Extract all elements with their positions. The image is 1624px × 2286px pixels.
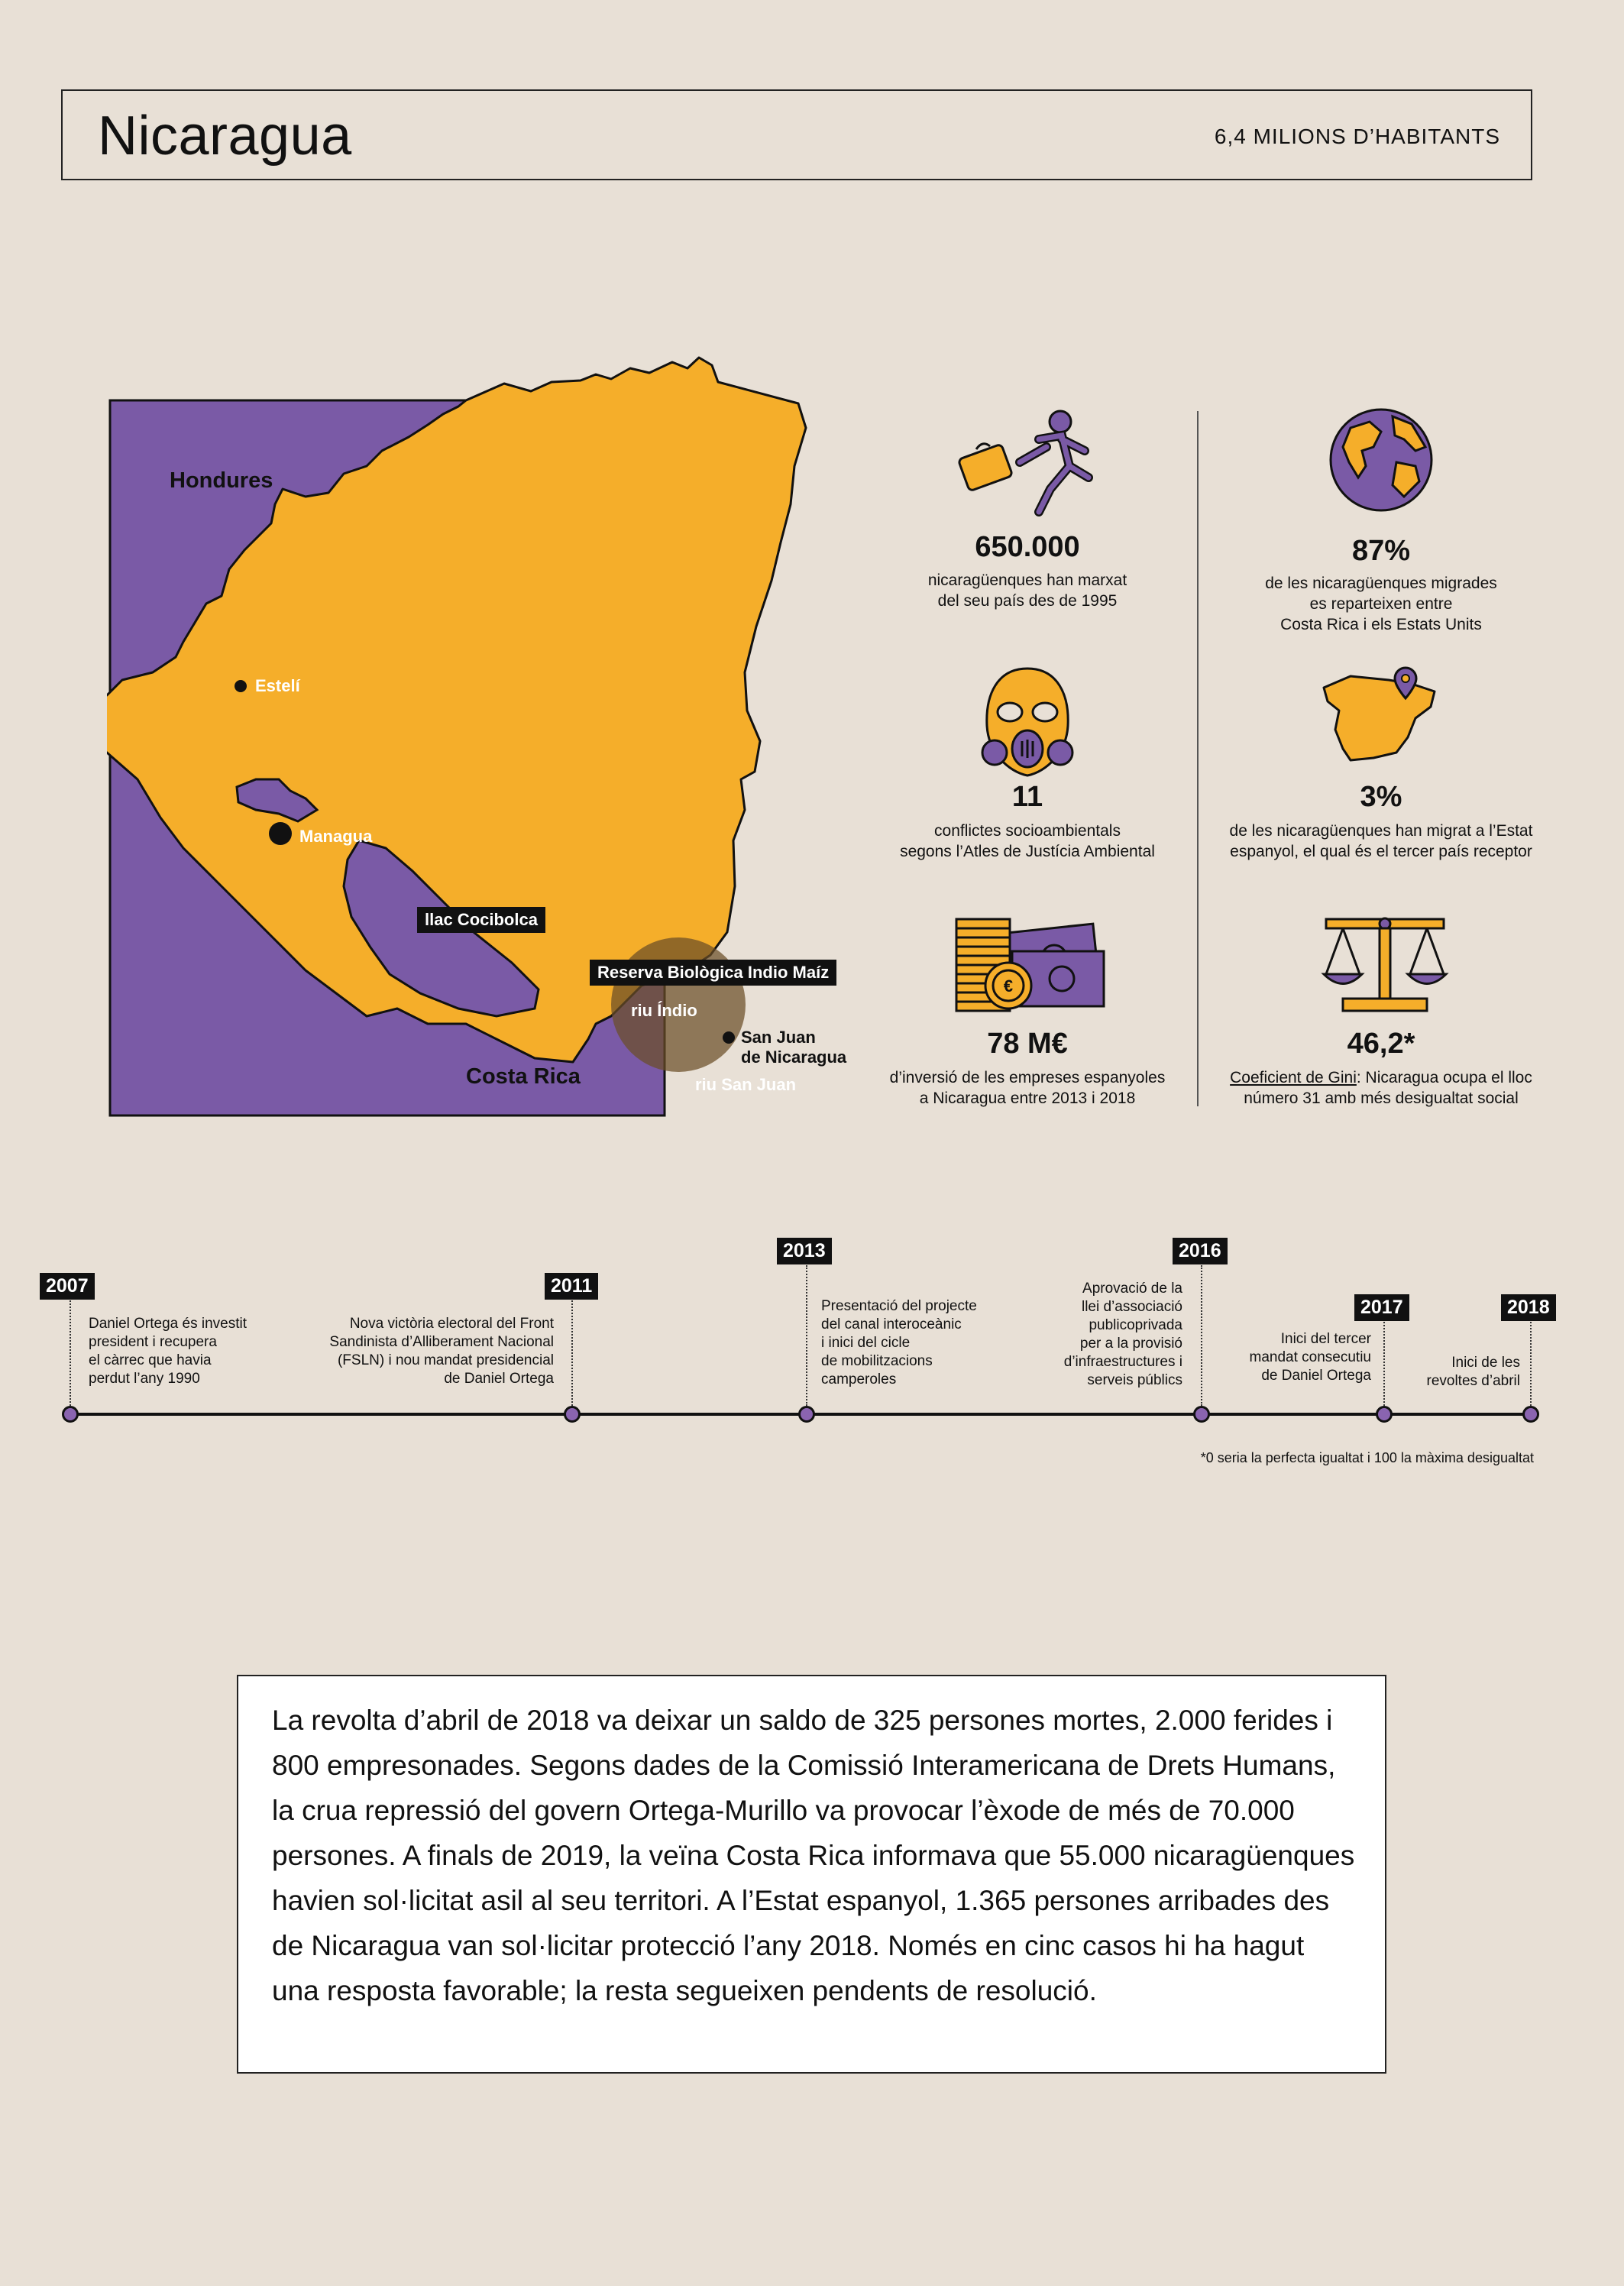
timeline-dot [564, 1406, 581, 1423]
managua-dot [269, 822, 292, 845]
stat-desc-3: Costa Rica i els Estats Units [1280, 616, 1482, 633]
timeline-text-2013: Presentació del projecte del canal interoceànic i inici del cicle de mobilitzacions camperoles [821, 1298, 977, 1387]
stat-value: 78 M€ [987, 1028, 1068, 1060]
timeline-dot [62, 1406, 79, 1423]
timeline-stem [806, 1265, 807, 1406]
timeline-text-2018: Inici de les revoltes d’abril [1426, 1355, 1520, 1389]
timeline-text-2017: Inici del tercer mandat consecutiu de Daniel Ortega [1249, 1331, 1371, 1384]
stat-desc-2: número 31 amb més desigualtat social [1244, 1090, 1519, 1107]
stat-value: 11 [1011, 781, 1043, 813]
timeline-text-2011: Nova victòria electoral del Front Sandinista d’Alliberament Nacional (FSLN) i nou mandat presidencial de Daniel Ortega [329, 1316, 554, 1387]
timeline-dot [1376, 1406, 1393, 1423]
stat-value: 650.000 [975, 531, 1080, 563]
footnote: *0 seria la perfecta igualtat i 100 la màxima desigualtat [1200, 1450, 1534, 1465]
runner-icon [955, 405, 1100, 520]
stat-desc-1: d’inversió de les empreses espanyoles [889, 1069, 1166, 1086]
stat-desc-2: segons l’Atles de Justícia Ambiental [900, 843, 1155, 860]
timeline-dot [1193, 1406, 1210, 1423]
managua-label: Managua [299, 827, 373, 846]
scale-icon [1320, 913, 1450, 1016]
stat-desc-1: de les nicaragüenques han migrat a l’Estat [1229, 822, 1533, 840]
stats-divider [1197, 411, 1199, 1106]
reserve-tag: Reserva Biològica Indio Maíz [590, 960, 836, 986]
stat-desc-1: nicaragüenques han marxat [927, 572, 1127, 589]
costa-rica-label: Costa Rica [466, 1064, 581, 1089]
timeline-stem [70, 1300, 71, 1406]
stat-desc-1: conflictes socioambientals [934, 822, 1121, 840]
timeline-stem [1383, 1322, 1385, 1406]
stat-value: 87% [1351, 535, 1411, 567]
stat-desc-2: espanyol, el qual és el tercer país receptor [1230, 843, 1532, 860]
header-box [61, 89, 1532, 180]
timeline-stem [1530, 1322, 1532, 1406]
stat-desc-1: de les nicaragüenques migrades [1265, 575, 1497, 592]
gas-mask-icon [978, 665, 1077, 779]
timeline-dot [798, 1406, 815, 1423]
svg-text:€: € [1003, 976, 1014, 996]
summary-paragraph: La revolta d’abril de 2018 va deixar un saldo de 325 persones mortes, 2.000 ferides i 800 empresonades. Segons dades de la Comissió Interamericana de Drets Humans, la crua repressió del govern Ortega-Murillo va provocar l’èxode de més de 70.000 persones. A finals de 2019, la veïna Costa Rica informava que 55.000 nicaragüenques havien sol·licitat asil al seu territori. A l’Estat espanyol, 1.365 persones arribades des de Nicaragua van sol·licitar protecció l’any 2018. Només en cinc casos hi ha hagut una resposta favorable; la resta segueixen pendents de resolució. [272, 1705, 1355, 2006]
esteli-label: Estelí [255, 676, 300, 695]
timeline-year-2017: 2017 [1354, 1294, 1409, 1321]
timeline-year-2018: 2018 [1501, 1294, 1556, 1321]
riu-indio-label: riu Índio [631, 1001, 697, 1020]
timeline-text-2016: Aprovació de la llei d’associació publicoprivada per a la provisió d’infraestructures i serveis públics [1063, 1281, 1182, 1388]
san-juan-label-1: San Juan [741, 1028, 816, 1047]
stat-value: 3% [1360, 781, 1402, 813]
san-juan-dot [723, 1031, 735, 1044]
timeline-year-2011: 2011 [545, 1273, 598, 1300]
gini-desc-rest: : Nicaragua ocupa el lloc [1356, 1069, 1532, 1086]
timeline-stem [1201, 1265, 1202, 1406]
stat-desc-2: a Nicaragua entre 2013 i 2018 [919, 1090, 1136, 1107]
globe-icon [1328, 405, 1435, 512]
stat-desc-2: es reparteixen entre [1309, 595, 1453, 613]
stat-desc-2: del seu país des de 1995 [937, 592, 1118, 610]
timeline-stem [571, 1300, 573, 1406]
summary-box [237, 1675, 1386, 2074]
riu-san-juan-label: riu San Juan [695, 1075, 797, 1094]
timeline-year-2013: 2013 [777, 1238, 832, 1264]
honduras-label: Hondures [170, 468, 273, 493]
timeline-year-2016: 2016 [1173, 1238, 1228, 1264]
timeline-year-2007: 2007 [40, 1273, 95, 1300]
gini-link[interactable]: Coeficient de Gini [1230, 1069, 1357, 1086]
stat-value: 46,2* [1347, 1028, 1415, 1060]
map-svg [107, 351, 871, 1123]
nicaragua-map [107, 351, 871, 1123]
timeline-text-2007: Daniel Ortega és investit president i recupera el càrrec que havia perdut l’any 1990 [89, 1316, 247, 1387]
stat-desc-1 [1205, 1067, 1557, 1088]
esteli-dot [235, 680, 247, 692]
money-icon [955, 913, 1108, 1016]
spain-map-icon [1320, 665, 1450, 772]
san-juan-label-2: de Nicaragua [741, 1047, 847, 1067]
lake-tag: llac Cocibolca [417, 907, 545, 933]
population-label: 6,4 MILIONS D’HABITANTS [1214, 125, 1500, 148]
timeline-dot [1522, 1406, 1539, 1423]
page-title: Nicaragua [98, 105, 352, 167]
